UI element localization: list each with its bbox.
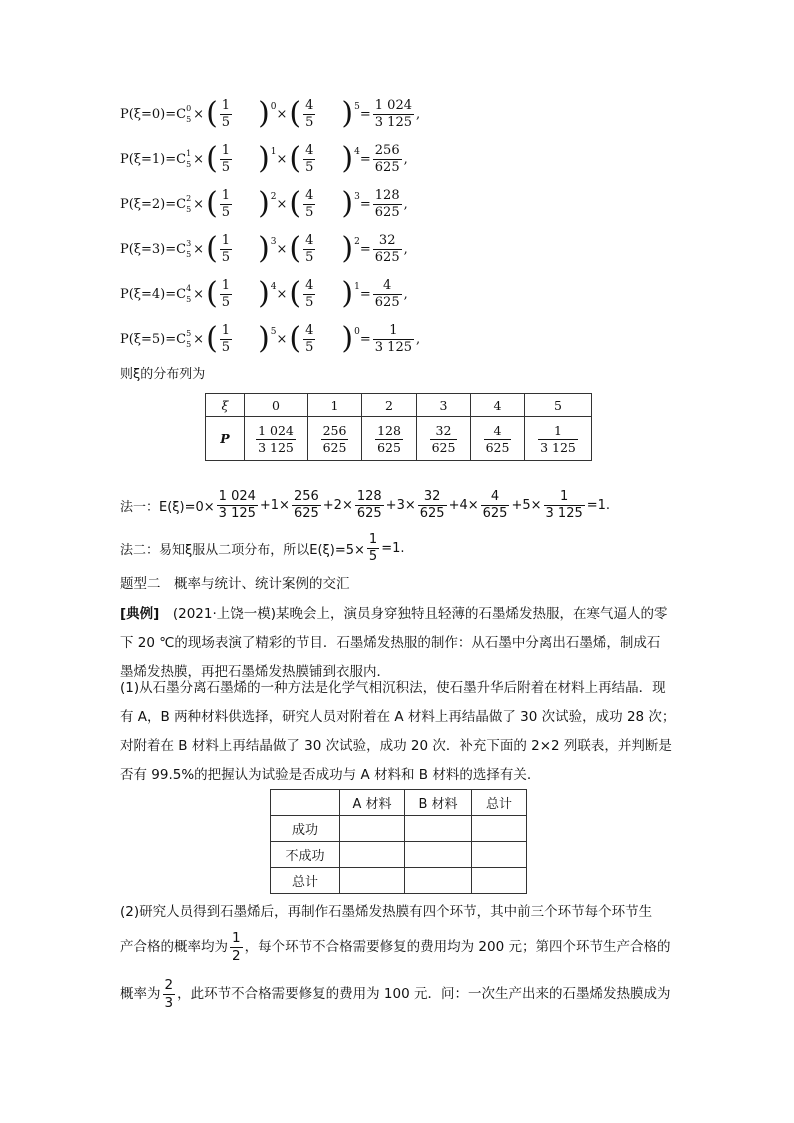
fraction: $\frac{1}{5}$ bbox=[221, 322, 231, 355]
xi-value: 3 bbox=[417, 394, 471, 417]
eq-exp: 4 bbox=[270, 282, 277, 292]
operator: +1× bbox=[259, 497, 290, 513]
probability-equation: P(ξ=5)=C 5 5 × ( $\frac{1}{5}$ ) 5 × ( $\frac{4}{5}$ ) 0 = $\frac{1}{3 125}$ , bbox=[120, 321, 421, 356]
fraction: $\frac{1 024}{3 125}$ bbox=[374, 97, 412, 130]
eq-lhs: P(ξ=0)=C bbox=[120, 106, 187, 122]
probability-cell: $\frac{32}{625}$ bbox=[417, 417, 471, 461]
xi-value: 5 bbox=[525, 394, 592, 417]
eq-exp: 3 bbox=[354, 192, 360, 202]
fraction: $\frac{1}{5}$ bbox=[221, 187, 231, 220]
eq-exp: 4 bbox=[354, 147, 360, 157]
contingency-table bbox=[270, 789, 527, 894]
operator: +3× bbox=[385, 497, 416, 513]
fraction: $\frac{4}{625}$ bbox=[374, 277, 400, 310]
ct-row-success: 成功 bbox=[271, 816, 340, 842]
fraction: $\frac{32}{625}$ bbox=[374, 232, 400, 265]
xi-value: 2 bbox=[362, 394, 417, 417]
ct-cell bbox=[340, 842, 405, 868]
part-one-paragraph: (1)从石墨分离石墨烯的一种方法是化学气相沉积法，使石墨升华后附着在材料上再结晶．现 有 A，B 两种材料供选择，研究人员对附着在 A 材料上再结晶做了 30 次试验，成功 28 次； 对附着在 B 材料上再结晶做了 30 次试验，成功 20 次．补充下面的 2×2 列联表，并判断是 否有 99.5%的把握认为试验是否成功与 A 材料和 B 材料的选择有关. bbox=[120, 680, 676, 783]
part-two-line1: (2)研究人员得到石墨烯后，再制作石墨烯发热膜有四个环节，其中前三个环节每个环节生 bbox=[120, 904, 653, 920]
operator: =1. bbox=[586, 497, 611, 513]
eq-comb-sub: 5 bbox=[186, 159, 192, 169]
ct-cell bbox=[472, 868, 527, 894]
eq-comb-sub: 5 bbox=[186, 114, 192, 124]
operator: +2× bbox=[322, 497, 353, 513]
ct-row-failure: 不成功 bbox=[271, 842, 340, 868]
ct-header-corner bbox=[271, 790, 340, 816]
fraction: $\frac{256}{625}$ bbox=[374, 142, 400, 175]
ct-cell bbox=[340, 816, 405, 842]
fraction: $\frac{1}{5}$ bbox=[221, 232, 231, 265]
fraction: $\frac{1}{3 125}$ bbox=[374, 322, 412, 355]
eq-lhs: P(ξ=4)=C bbox=[120, 286, 187, 302]
ct-cell bbox=[405, 868, 472, 894]
xi-value: 4 bbox=[471, 394, 525, 417]
fraction: $\frac{1}{5}$ bbox=[368, 531, 378, 564]
eq-exp: 5 bbox=[270, 327, 277, 337]
example-paragraph: [典例] (2021·上饶一模)某晚会上，演员身穿独特且轻薄的石墨烯发热服，在寒气逼人的零 下 20 ℃的现场表演了精彩的节目．石墨烯发热服的制作：从石墨中分离出石墨烯，制成石 墨烯发热膜，再把石墨烯发热膜铺到衣服内． bbox=[120, 606, 668, 680]
fraction: $\frac{4}{5}$ bbox=[305, 97, 314, 130]
eq-comb-sup: 5 bbox=[186, 328, 192, 338]
fraction: $\frac{32}{625}$ bbox=[419, 488, 445, 521]
eq-comb-sub: 5 bbox=[186, 249, 192, 259]
ct-cell bbox=[472, 842, 527, 868]
fraction: $\frac{1 024}{3 125}$ bbox=[218, 488, 256, 521]
fraction: $\frac{2}{3}$ bbox=[164, 977, 174, 1011]
eq-exp: 2 bbox=[270, 192, 277, 202]
probability-cell: $\frac{4}{625}$ bbox=[471, 417, 525, 461]
probability-cell: $\frac{256}{625}$ bbox=[308, 417, 362, 461]
topic-title: 题型二 概率与统计、统计案例的交汇 bbox=[120, 576, 350, 592]
fraction: $\frac{1}{3 125}$ bbox=[545, 488, 583, 521]
eq-comb-sup: 2 bbox=[186, 193, 192, 203]
fraction: $\frac{1}{5}$ bbox=[221, 97, 231, 130]
method-one-line bbox=[120, 487, 610, 523]
probability-cell: $\frac{1}{3 125}$ bbox=[525, 417, 592, 461]
probability-cell: $\frac{128}{625}$ bbox=[362, 417, 417, 461]
probability-equation: P(ξ=0)=C 0 5 × ( $\frac{1}{5}$ ) 0 × ( $\frac{4}{5}$ ) 5 = $\frac{1 024}{3 125}$ , bbox=[120, 96, 421, 131]
fraction: $\frac{4}{5}$ bbox=[305, 187, 314, 220]
eq-comb-sub: 5 bbox=[186, 204, 192, 214]
eq-exp: 2 bbox=[354, 237, 360, 247]
eq-lhs: P(ξ=2)=C bbox=[120, 196, 187, 212]
fraction: $\frac{1}{5}$ bbox=[221, 142, 231, 175]
eq-exp: 0 bbox=[354, 327, 360, 337]
eq-exp: 3 bbox=[270, 237, 277, 247]
eq-lhs: P(ξ=1)=C bbox=[120, 151, 187, 167]
eq-comb-sup: 4 bbox=[186, 283, 192, 293]
eq-exp: 5 bbox=[354, 102, 360, 112]
fraction: $\frac{256}{625}$ bbox=[293, 488, 319, 521]
ct-header-total: 总计 bbox=[472, 790, 527, 816]
method-two-prefix: 法二：易知ξ服从二项分布，所以E(ξ)=5× bbox=[120, 542, 365, 558]
fraction: $\frac{128}{625}$ bbox=[374, 187, 400, 220]
operator: +5× bbox=[511, 497, 542, 513]
fraction: $\frac{1}{5}$ bbox=[221, 277, 231, 310]
eq-comb-sup: 3 bbox=[186, 238, 192, 248]
fraction: $\frac{4}{5}$ bbox=[305, 322, 314, 355]
fraction: $\frac{128}{625}$ bbox=[356, 488, 382, 521]
part-two-line2: 产合格的概率均为 $\frac{1}{2}$ ，每个环节不合格需要修复的费用均为 200 元；第四个环节生产合格的 bbox=[120, 930, 671, 964]
eq-comb-sup: 0 bbox=[186, 103, 192, 113]
fraction: $\frac{4}{625}$ bbox=[482, 488, 508, 521]
ct-row-total: 总计 bbox=[271, 868, 340, 894]
fraction: $\frac{4}{5}$ bbox=[305, 142, 314, 175]
ct-cell bbox=[340, 868, 405, 894]
xi-value: 1 bbox=[308, 394, 362, 417]
fraction: $\frac{4}{5}$ bbox=[305, 232, 314, 265]
eq-comb-sub: 5 bbox=[186, 294, 192, 304]
xi-header: ξ bbox=[206, 394, 245, 417]
example-tag: [典例] bbox=[120, 606, 160, 622]
method-one-prefix: 法一：E(ξ)=0× bbox=[120, 499, 215, 515]
p-header: P bbox=[206, 417, 245, 461]
xi-value: 0 bbox=[245, 394, 308, 417]
part-two-line3: 概率为 $\frac{2}{3}$ ，此环节不合格需要修复的费用为 100 元．问：一次生产出来的石墨烯发热膜成为 bbox=[120, 977, 671, 1011]
method-two-line bbox=[120, 530, 405, 566]
probability-equation: P(ξ=3)=C 3 5 × ( $\frac{1}{5}$ ) 3 × ( $\frac{4}{5}$ ) 2 = $\frac{32}{625}$ , bbox=[120, 231, 408, 266]
ct-cell bbox=[405, 842, 472, 868]
fraction: $\frac{1}{2}$ bbox=[232, 930, 241, 964]
distribution-intro: 则ξ的分布列为 bbox=[120, 367, 206, 382]
operator: +4× bbox=[448, 497, 479, 513]
eq-comb-sup: 1 bbox=[186, 148, 192, 158]
probability-cell: $\frac{1 024}{3 125}$ bbox=[245, 417, 308, 461]
ct-cell bbox=[405, 816, 472, 842]
eq-lhs: P(ξ=5)=C bbox=[120, 331, 187, 347]
method-two-suffix: =1. bbox=[381, 540, 405, 556]
eq-exp: 1 bbox=[354, 282, 360, 292]
probability-equation: P(ξ=4)=C 4 5 × ( $\frac{1}{5}$ ) 4 × ( $\frac{4}{5}$ ) 1 = $\frac{4}{625}$ , bbox=[120, 276, 408, 311]
ct-cell bbox=[472, 816, 527, 842]
distribution-table bbox=[205, 393, 592, 461]
fraction: $\frac{4}{5}$ bbox=[305, 277, 314, 310]
probability-equation: P(ξ=2)=C 2 5 × ( $\frac{1}{5}$ ) 2 × ( $\frac{4}{5}$ ) 3 = $\frac{128}{625}$ , bbox=[120, 186, 408, 221]
ct-header-b: B 材料 bbox=[405, 790, 472, 816]
eq-exp: 0 bbox=[270, 102, 277, 112]
eq-exp: 1 bbox=[270, 147, 277, 157]
ct-header-a: A 材料 bbox=[340, 790, 405, 816]
eq-lhs: P(ξ=3)=C bbox=[120, 241, 187, 257]
probability-equation: P(ξ=1)=C 1 5 × ( $\frac{1}{5}$ ) 1 × ( $\frac{4}{5}$ ) 4 = $\frac{256}{625}$ , bbox=[120, 141, 408, 176]
eq-comb-sub: 5 bbox=[186, 339, 192, 349]
